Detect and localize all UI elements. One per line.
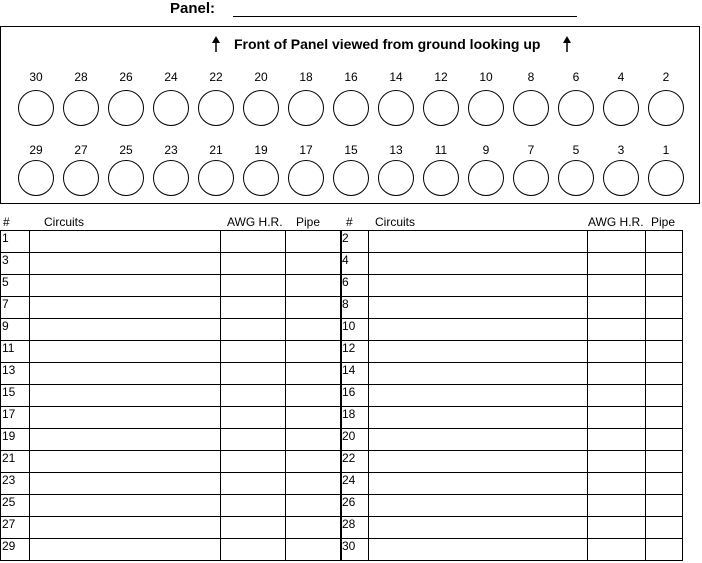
circuit-description-cell[interactable] xyxy=(30,363,221,385)
breaker-number: 25 xyxy=(119,143,133,157)
breaker-position-circle[interactable] xyxy=(198,90,234,126)
pipe-cell[interactable] xyxy=(286,517,342,539)
pipe-cell[interactable] xyxy=(286,253,342,275)
breaker-position-circle[interactable] xyxy=(18,90,54,126)
breaker-position-circle[interactable] xyxy=(63,160,99,196)
panel-name-line[interactable] xyxy=(233,16,577,17)
awg-cell[interactable] xyxy=(588,407,646,429)
breaker-position-circle[interactable] xyxy=(378,160,414,196)
awg-cell[interactable] xyxy=(221,451,286,473)
pipe-cell[interactable] xyxy=(646,429,683,451)
breaker-position-circle[interactable] xyxy=(243,90,279,126)
circuit-number-cell: 22 xyxy=(341,451,369,473)
pipe-cell[interactable] xyxy=(646,517,683,539)
circuit-number-cell: 12 xyxy=(341,341,369,363)
pipe-cell[interactable] xyxy=(286,297,342,319)
pipe-cell[interactable] xyxy=(646,275,683,297)
awg-cell[interactable] xyxy=(588,451,646,473)
breaker-position-circle[interactable] xyxy=(513,90,549,126)
breaker-position-circle[interactable] xyxy=(243,160,279,196)
circuit-row xyxy=(341,319,683,341)
pipe-cell[interactable] xyxy=(286,451,342,473)
circuit-description-cell[interactable] xyxy=(369,341,588,363)
pipe-cell[interactable] xyxy=(646,385,683,407)
front-caption: Front of Panel viewed from ground looking up xyxy=(234,36,541,52)
circuit-row xyxy=(1,319,342,341)
circuit-number-cell: 28 xyxy=(341,517,369,539)
breaker-number: 8 xyxy=(527,70,535,84)
breaker-position-circle[interactable] xyxy=(63,90,99,126)
breaker-number: 21 xyxy=(209,143,223,157)
awg-cell[interactable] xyxy=(221,341,286,363)
right-header-circuits: Circuits xyxy=(375,215,416,229)
breaker-number: 29 xyxy=(29,143,43,157)
circuit-number-cell: 3 xyxy=(1,253,30,275)
circuit-row xyxy=(1,253,342,275)
circuit-description-cell[interactable] xyxy=(369,319,588,341)
awg-cell[interactable] xyxy=(588,539,646,561)
breaker-number: 14 xyxy=(389,70,403,84)
circuit-row xyxy=(341,253,683,275)
circuit-number-cell: 14 xyxy=(341,363,369,385)
pipe-cell[interactable] xyxy=(646,297,683,319)
pipe-cell[interactable] xyxy=(286,539,342,561)
circuit-description-cell[interactable] xyxy=(369,517,588,539)
breaker-position-circle[interactable] xyxy=(333,160,369,196)
circuit-row xyxy=(1,341,342,363)
circuit-row xyxy=(341,429,683,451)
circuit-number-cell: 20 xyxy=(341,429,369,451)
breaker-number: 22 xyxy=(209,70,223,84)
awg-cell[interactable] xyxy=(221,539,286,561)
awg-cell[interactable] xyxy=(588,473,646,495)
circuit-number-cell: 24 xyxy=(341,473,369,495)
circuit-row xyxy=(341,539,683,561)
breaker-position-circle[interactable] xyxy=(468,160,504,196)
awg-cell[interactable] xyxy=(588,517,646,539)
awg-cell[interactable] xyxy=(221,385,286,407)
breaker-number: 24 xyxy=(164,70,178,84)
circuit-number-cell: 27 xyxy=(1,517,30,539)
breaker-number: 23 xyxy=(164,143,178,157)
circuit-number-cell: 13 xyxy=(1,363,30,385)
breaker-number: 17 xyxy=(299,143,313,157)
circuit-description-cell[interactable] xyxy=(30,231,221,253)
circuit-number-cell: 17 xyxy=(1,407,30,429)
breaker-number: 12 xyxy=(434,70,448,84)
breaker-number: 18 xyxy=(299,70,313,84)
breaker-position-circle[interactable] xyxy=(198,160,234,196)
circuit-description-cell[interactable] xyxy=(30,473,221,495)
awg-cell[interactable] xyxy=(588,253,646,275)
right-header-awg: AWG H.R. xyxy=(588,215,644,229)
pipe-cell[interactable] xyxy=(646,539,683,561)
breaker-position-circle[interactable] xyxy=(558,160,594,196)
awg-cell[interactable] xyxy=(221,429,286,451)
breaker-position-circle[interactable] xyxy=(378,90,414,126)
breaker-number: 1 xyxy=(662,143,670,157)
pipe-cell[interactable] xyxy=(286,231,342,253)
pipe-cell[interactable] xyxy=(646,451,683,473)
circuit-description-cell[interactable] xyxy=(369,473,588,495)
circuit-description-cell[interactable] xyxy=(30,275,221,297)
circuit-description-cell[interactable] xyxy=(369,407,588,429)
circuit-row xyxy=(1,495,342,517)
circuit-description-cell[interactable] xyxy=(30,407,221,429)
awg-cell[interactable] xyxy=(221,363,286,385)
pipe-cell[interactable] xyxy=(286,319,342,341)
circuit-row xyxy=(341,495,683,517)
breaker-number: 5 xyxy=(572,143,580,157)
circuit-description-cell[interactable] xyxy=(30,319,221,341)
breaker-position-circle[interactable] xyxy=(423,160,459,196)
circuit-row xyxy=(341,275,683,297)
circuit-number-cell: 19 xyxy=(1,429,30,451)
circuit-row xyxy=(341,363,683,385)
awg-cell[interactable] xyxy=(588,341,646,363)
awg-cell[interactable] xyxy=(221,275,286,297)
circuit-number-cell: 5 xyxy=(1,275,30,297)
breaker-position-circle[interactable] xyxy=(423,90,459,126)
circuit-description-cell[interactable] xyxy=(30,539,221,561)
circuit-description-cell[interactable] xyxy=(369,231,588,253)
breaker-position-circle[interactable] xyxy=(648,160,684,196)
circuit-description-cell[interactable] xyxy=(30,495,221,517)
pipe-cell[interactable] xyxy=(646,341,683,363)
breaker-number: 3 xyxy=(617,143,625,157)
pipe-cell[interactable] xyxy=(286,407,342,429)
circuit-description-cell[interactable] xyxy=(369,495,588,517)
circuit-row xyxy=(341,407,683,429)
circuit-row xyxy=(341,231,683,253)
circuit-row xyxy=(1,539,342,561)
pipe-cell[interactable] xyxy=(286,385,342,407)
breaker-position-circle[interactable] xyxy=(603,90,639,126)
circuit-row xyxy=(1,429,342,451)
breaker-position-circle[interactable] xyxy=(288,90,324,126)
pipe-cell[interactable] xyxy=(646,407,683,429)
breaker-number: 10 xyxy=(479,70,493,84)
pipe-cell[interactable] xyxy=(646,363,683,385)
circuit-description-cell[interactable] xyxy=(369,385,588,407)
circuit-row xyxy=(341,473,683,495)
circuit-row xyxy=(1,385,342,407)
awg-cell[interactable] xyxy=(221,231,286,253)
awg-cell[interactable] xyxy=(588,319,646,341)
circuit-description-cell[interactable] xyxy=(369,297,588,319)
circuit-row xyxy=(341,341,683,363)
breaker-position-circle[interactable] xyxy=(153,90,189,126)
right-header-pipe: Pipe xyxy=(651,215,676,229)
circuit-number-cell: 8 xyxy=(341,297,369,319)
breaker-number: 30 xyxy=(29,70,43,84)
circuit-row xyxy=(1,363,342,385)
circuit-row xyxy=(1,297,342,319)
awg-cell[interactable] xyxy=(221,253,286,275)
circuit-number-cell: 9 xyxy=(1,319,30,341)
breaker-number: 9 xyxy=(482,143,490,157)
breaker-number: 16 xyxy=(344,70,358,84)
circuit-number-cell: 21 xyxy=(1,451,30,473)
breaker-position-circle[interactable] xyxy=(558,90,594,126)
awg-cell[interactable] xyxy=(588,495,646,517)
awg-cell[interactable] xyxy=(588,297,646,319)
awg-cell[interactable] xyxy=(588,231,646,253)
circuit-number-cell: 11 xyxy=(1,341,30,363)
circuit-description-cell[interactable] xyxy=(369,539,588,561)
circuit-row xyxy=(1,473,342,495)
breaker-number: 15 xyxy=(344,143,358,157)
awg-cell[interactable] xyxy=(588,385,646,407)
circuit-description-cell[interactable] xyxy=(30,297,221,319)
pipe-cell[interactable] xyxy=(286,495,342,517)
circuit-number-cell: 10 xyxy=(341,319,369,341)
circuit-number-cell: 26 xyxy=(341,495,369,517)
breaker-number: 13 xyxy=(389,143,403,157)
pipe-cell[interactable] xyxy=(646,495,683,517)
circuit-number-cell: 4 xyxy=(341,253,369,275)
pipe-cell[interactable] xyxy=(286,275,342,297)
right-circuit-table xyxy=(340,230,683,561)
circuit-row xyxy=(1,451,342,473)
breaker-number: 2 xyxy=(662,70,670,84)
breaker-number: 7 xyxy=(527,143,535,157)
breaker-position-circle[interactable] xyxy=(288,160,324,196)
breaker-number: 6 xyxy=(572,70,580,84)
circuit-description-cell[interactable] xyxy=(30,385,221,407)
up-arrow-icon xyxy=(211,36,221,52)
circuit-number-cell: 23 xyxy=(1,473,30,495)
breaker-position-circle[interactable] xyxy=(18,160,54,196)
circuit-description-cell[interactable] xyxy=(369,429,588,451)
breaker-number: 27 xyxy=(74,143,88,157)
breaker-position-circle[interactable] xyxy=(333,90,369,126)
awg-cell[interactable] xyxy=(221,517,286,539)
awg-cell[interactable] xyxy=(221,297,286,319)
breaker-position-circle[interactable] xyxy=(603,160,639,196)
circuit-description-cell[interactable] xyxy=(369,275,588,297)
breaker-number: 4 xyxy=(617,70,625,84)
breaker-position-circle[interactable] xyxy=(108,90,144,126)
circuit-number-cell: 30 xyxy=(341,539,369,561)
pipe-cell[interactable] xyxy=(286,363,342,385)
circuit-row xyxy=(341,451,683,473)
circuit-number-cell: 29 xyxy=(1,539,30,561)
circuit-number-cell: 18 xyxy=(341,407,369,429)
circuit-number-cell: 15 xyxy=(1,385,30,407)
circuit-description-cell[interactable] xyxy=(369,253,588,275)
left-circuit-table xyxy=(0,230,342,561)
breaker-position-circle[interactable] xyxy=(648,90,684,126)
pipe-cell[interactable] xyxy=(646,319,683,341)
breaker-position-circle[interactable] xyxy=(513,160,549,196)
pipe-cell[interactable] xyxy=(286,473,342,495)
breaker-number: 19 xyxy=(254,143,268,157)
right-header-num: # xyxy=(346,215,353,229)
up-arrow-icon xyxy=(562,36,572,52)
circuit-description-cell[interactable] xyxy=(369,451,588,473)
circuit-number-cell: 1 xyxy=(1,231,30,253)
breaker-number: 11 xyxy=(434,143,448,157)
breaker-position-circle[interactable] xyxy=(468,90,504,126)
pipe-cell[interactable] xyxy=(286,429,342,451)
panel-label: Panel: xyxy=(170,0,216,17)
breaker-number: 20 xyxy=(254,70,268,84)
awg-cell[interactable] xyxy=(221,319,286,341)
circuit-row xyxy=(1,231,342,253)
awg-cell[interactable] xyxy=(588,275,646,297)
awg-cell[interactable] xyxy=(588,363,646,385)
breaker-number: 28 xyxy=(74,70,88,84)
left-header-awg: AWG H.R. xyxy=(227,215,283,229)
circuit-number-cell: 7 xyxy=(1,297,30,319)
breaker-position-circle[interactable] xyxy=(108,160,144,196)
circuit-description-cell[interactable] xyxy=(30,517,221,539)
breaker-position-circle[interactable] xyxy=(153,160,189,196)
circuit-description-cell[interactable] xyxy=(369,363,588,385)
circuit-number-cell: 25 xyxy=(1,495,30,517)
circuit-row xyxy=(1,407,342,429)
circuit-row xyxy=(1,275,342,297)
awg-cell[interactable] xyxy=(588,429,646,451)
circuit-row xyxy=(341,297,683,319)
circuit-row xyxy=(1,517,342,539)
circuit-description-cell[interactable] xyxy=(30,253,221,275)
circuit-description-cell[interactable] xyxy=(30,451,221,473)
pipe-cell[interactable] xyxy=(646,253,683,275)
left-header-pipe: Pipe xyxy=(296,215,321,229)
left-header-num: # xyxy=(3,215,10,229)
awg-cell[interactable] xyxy=(221,407,286,429)
breaker-number: 26 xyxy=(119,70,133,84)
pipe-cell[interactable] xyxy=(646,473,683,495)
circuit-row xyxy=(341,517,683,539)
pipe-cell[interactable] xyxy=(646,231,683,253)
circuit-number-cell: 2 xyxy=(341,231,369,253)
awg-cell[interactable] xyxy=(221,495,286,517)
circuit-row xyxy=(341,385,683,407)
circuit-description-cell[interactable] xyxy=(30,429,221,451)
circuit-description-cell[interactable] xyxy=(30,341,221,363)
left-header-circuits: Circuits xyxy=(44,215,85,229)
pipe-cell[interactable] xyxy=(286,341,342,363)
circuit-number-cell: 16 xyxy=(341,385,369,407)
circuit-number-cell: 6 xyxy=(341,275,369,297)
awg-cell[interactable] xyxy=(221,473,286,495)
